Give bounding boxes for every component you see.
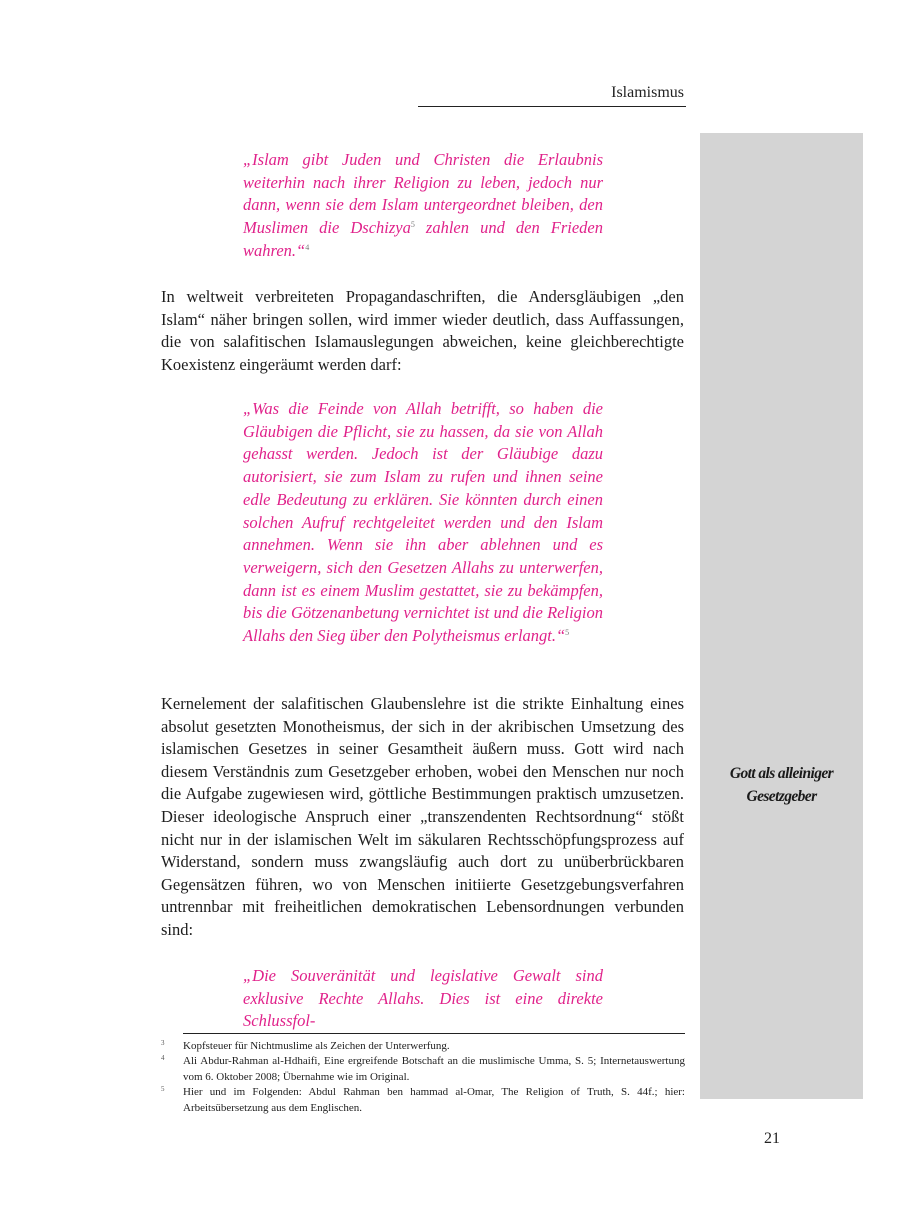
body-paragraph-1: In weltweit verbreiteten Propagandaschriften, die Andersgläubigen „den Islam“ näher bringen sollen, wird immer wieder deutlich, dass Auffassungen, die von salafitischen Islamauslegungen abweichen, keine gleichberechtigte Koexistenz eingeräumt werden darf: <box>161 287 684 374</box>
header-rule <box>418 106 686 107</box>
margin-note: Gott als alleiniger Gesetzgeber <box>729 765 834 805</box>
body-paragraph-2: Kernelement der salafitischen Glaubenslehre ist die strikte Einhaltung eines absolut gesetzten Monotheismus, der sich in der akribischen Umsetzung des islamischen Gesetzes in seiner Gesamtheit äußern muss. Gott wird nach diesem Verständnis zum Gesetzgeber erhoben, wobei den Menschen nur noch die Aufgabe zugewiesen wird, göttliche Bestimmungen praktisch umzusetzen. Dieser ideologische Anspruch einer „transzendenten Rechtsordnung“ stößt nicht nur in der islamischen Welt im säkularen Rechtsschöpfungsprozess auf Widerstand, sondern muss zwangsläufig auch dort zu unüberbrückbaren Gegensätzen führen, wo von Menschen initiierte Gesetzgebungsverfahren untrennbar mit freiheitlichen demokratischen Lebensordnungen verbunden sind: <box>161 694 684 939</box>
quote-block-3: „Die Souveränität und legislative Gewalt sind exklusive Rechte Allahs. Dies ist eine direkte Schlussfol- <box>243 966 603 1031</box>
footnote-3 <box>160 1039 685 1054</box>
footnote-text: Hier und im Folgenden: Abdul Rahman ben hammad al-Omar, The Religion of Truth, S. 44f.; hier: Arbeitsübersetzung aus dem Englischen. <box>183 1086 685 1114</box>
page-number: 21 <box>764 1130 780 1147</box>
quote-1-text: „Islam gibt Juden und Christen die Erlaubnis weiterhin nach ihrer Religion zu leben, jedoch nur dann, wenn sie dem Islam untergeordnet bleiben, den Muslimen die Dschizya <box>243 150 603 238</box>
quote-block-2 <box>243 398 603 648</box>
footnote-ref-5[interactable]: 5 <box>565 628 570 638</box>
footnote-number: 4 <box>161 1054 165 1063</box>
running-title: Islamismus <box>611 84 684 101</box>
quote-2-text: „Was die Feinde von Allah betrifft, so haben die Gläubigen die Pflicht, sie zu hassen, da sie von Allah gehasst werden. Jedoch ist der Gläubige dazu autorisiert, sie zum Islam zu rufen und ihnen seine edle Bedeutung zu erklären. Sie könnten durch einen solchen Aufruf rechtgeleitet werden und den Islam annehmen. Wenn sie ihn aber ablehnen und es verweigern, sich den Gesetzen Allahs zu unterwerfen, dann ist es einem Muslim gestattet, sie zu bekämpfen, bis die Götzenanbetung vernichtet ist und die Religion Allahs den Sieg über den Polytheismus erlangt.“ <box>243 399 603 646</box>
footnote-ref-4[interactable]: 4 <box>305 242 310 252</box>
quote-block-1 <box>243 149 603 263</box>
footnote-number: 5 <box>161 1085 165 1094</box>
footnote-number: 3 <box>161 1039 165 1047</box>
footnote-rule <box>183 1033 685 1034</box>
footnote-5 <box>160 1085 685 1116</box>
footnote-ref-3[interactable]: 5 <box>410 220 415 230</box>
quote-1-text-end: zahlen und den Frieden wahren.“ <box>243 218 603 260</box>
margin-sidebar <box>700 133 863 1099</box>
footnote-text: Kopfsteuer für Nichtmuslime als Zeichen der Unterwerfung. <box>183 1040 450 1052</box>
footnote-text: Ali Abdur-Rahman al-Hdhaifi, Eine ergreifende Botschaft an die muslimische Umma, S. 5; Internetauswertung vom 6. Oktober 2008; Übernahme wie im Original. <box>183 1055 685 1083</box>
footnote-4 <box>160 1054 685 1085</box>
footnotes <box>160 1039 685 1116</box>
